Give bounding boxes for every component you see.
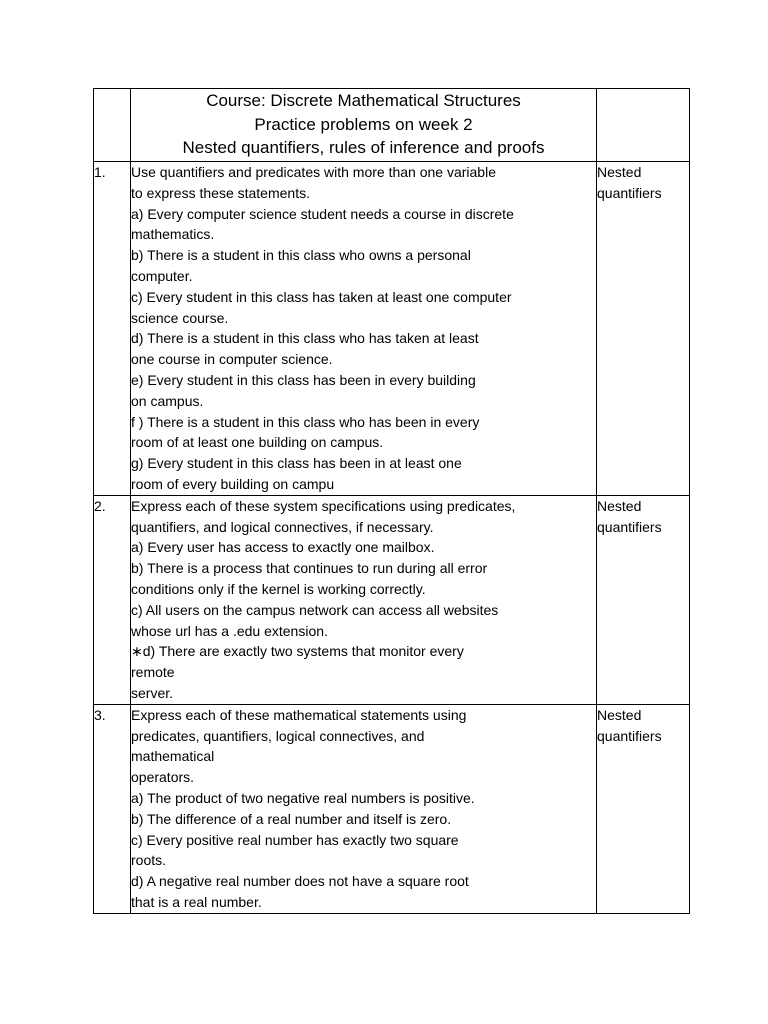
practice-subtitle: Practice problems on week 2 — [254, 114, 473, 134]
problem-row-2 — [94, 495, 690, 704]
problem-line: b) There is a student in this class who owns a personal — [131, 247, 471, 264]
problem-line: conditions only if the kernel is working correctly. — [131, 580, 426, 597]
problem-line: science course. — [131, 309, 229, 326]
problem-line: ∗d) There are exactly two systems that monitor every — [131, 643, 464, 660]
problem-line: predicates, quantifiers, logical connectives, and — [131, 727, 425, 744]
problem-line: e) Every student in this class has been in every building — [131, 371, 476, 388]
problem-line: mathematics. — [131, 226, 215, 243]
header-row — [94, 89, 690, 162]
problem-line: one course in computer science. — [131, 351, 333, 368]
problem-line: operators. — [131, 769, 195, 786]
problem-line: on campus. — [131, 392, 204, 409]
problem-row-3 — [94, 704, 690, 913]
problem-topic — [597, 162, 690, 496]
problem-number: 3. — [94, 704, 131, 913]
problem-line: server. — [131, 684, 174, 701]
problem-line: room of every building on campu — [131, 475, 335, 492]
topic-line: Nested — [597, 706, 642, 723]
problem-text — [131, 162, 597, 496]
problem-line: Use quantifiers and predicates with more than one variable — [131, 164, 496, 180]
topic-line: Nested — [597, 164, 642, 180]
problem-line: a) Every user has access to exactly one mailbox. — [131, 539, 435, 556]
problem-number: 2. — [94, 495, 131, 704]
topic-line: quantifiers — [597, 727, 662, 744]
problems-table — [93, 88, 690, 914]
problem-number: 1. — [94, 162, 131, 496]
problem-line: a) Every computer science student needs a course in discrete — [131, 205, 514, 222]
problem-text — [131, 495, 597, 704]
problem-line: c) Every student in this class has taken at least one computer — [131, 288, 512, 305]
problem-line: that is a real number. — [131, 893, 262, 910]
problem-topic — [597, 495, 690, 704]
problem-line: c) All users on the campus network can access all websites — [131, 601, 499, 618]
problem-line: room of at least one building on campus. — [131, 434, 384, 451]
problem-line: mathematical — [131, 748, 215, 765]
topic-line: quantifiers — [597, 184, 662, 201]
problem-line: quantifiers, and logical connectives, if necessary. — [131, 518, 434, 535]
topic-subtitle: Nested quantifiers, rules of inference and proofs — [182, 138, 545, 157]
course-title: Course: Discrete Mathematical Structures — [206, 91, 521, 110]
problem-text — [131, 704, 597, 913]
problem-topic — [597, 704, 690, 913]
topic-line: Nested — [597, 497, 642, 514]
problem-row-1 — [94, 162, 690, 496]
problem-line: Express each of these mathematical statements using — [131, 706, 467, 723]
problem-line: remote — [131, 664, 175, 681]
problem-line: a) The product of two negative real numbers is positive. — [131, 789, 475, 806]
problem-line: d) There is a student in this class who has taken at least — [131, 330, 479, 347]
problem-line: whose url has a .edu extension. — [131, 622, 328, 639]
problem-line: c) Every positive real number has exactly two square — [131, 831, 459, 848]
problem-line: b) The difference of a real number and itself is zero. — [131, 810, 452, 827]
problem-line: computer. — [131, 267, 193, 284]
header-number-cell — [94, 89, 131, 162]
header-topic-cell — [597, 89, 690, 162]
problem-line: d) A negative real number does not have a square root — [131, 873, 469, 890]
problem-line: to express these statements. — [131, 184, 310, 201]
problem-line: f ) There is a student in this class who has been in every — [131, 413, 480, 430]
problem-line: roots. — [131, 852, 167, 869]
problem-line: Express each of these system specifications using predicates, — [131, 497, 516, 514]
header-title-cell — [131, 89, 597, 162]
problem-line: b) There is a process that continues to run during all error — [131, 560, 488, 577]
problem-line: g) Every student in this class has been in at least one — [131, 455, 462, 472]
topic-line: quantifiers — [597, 518, 662, 535]
